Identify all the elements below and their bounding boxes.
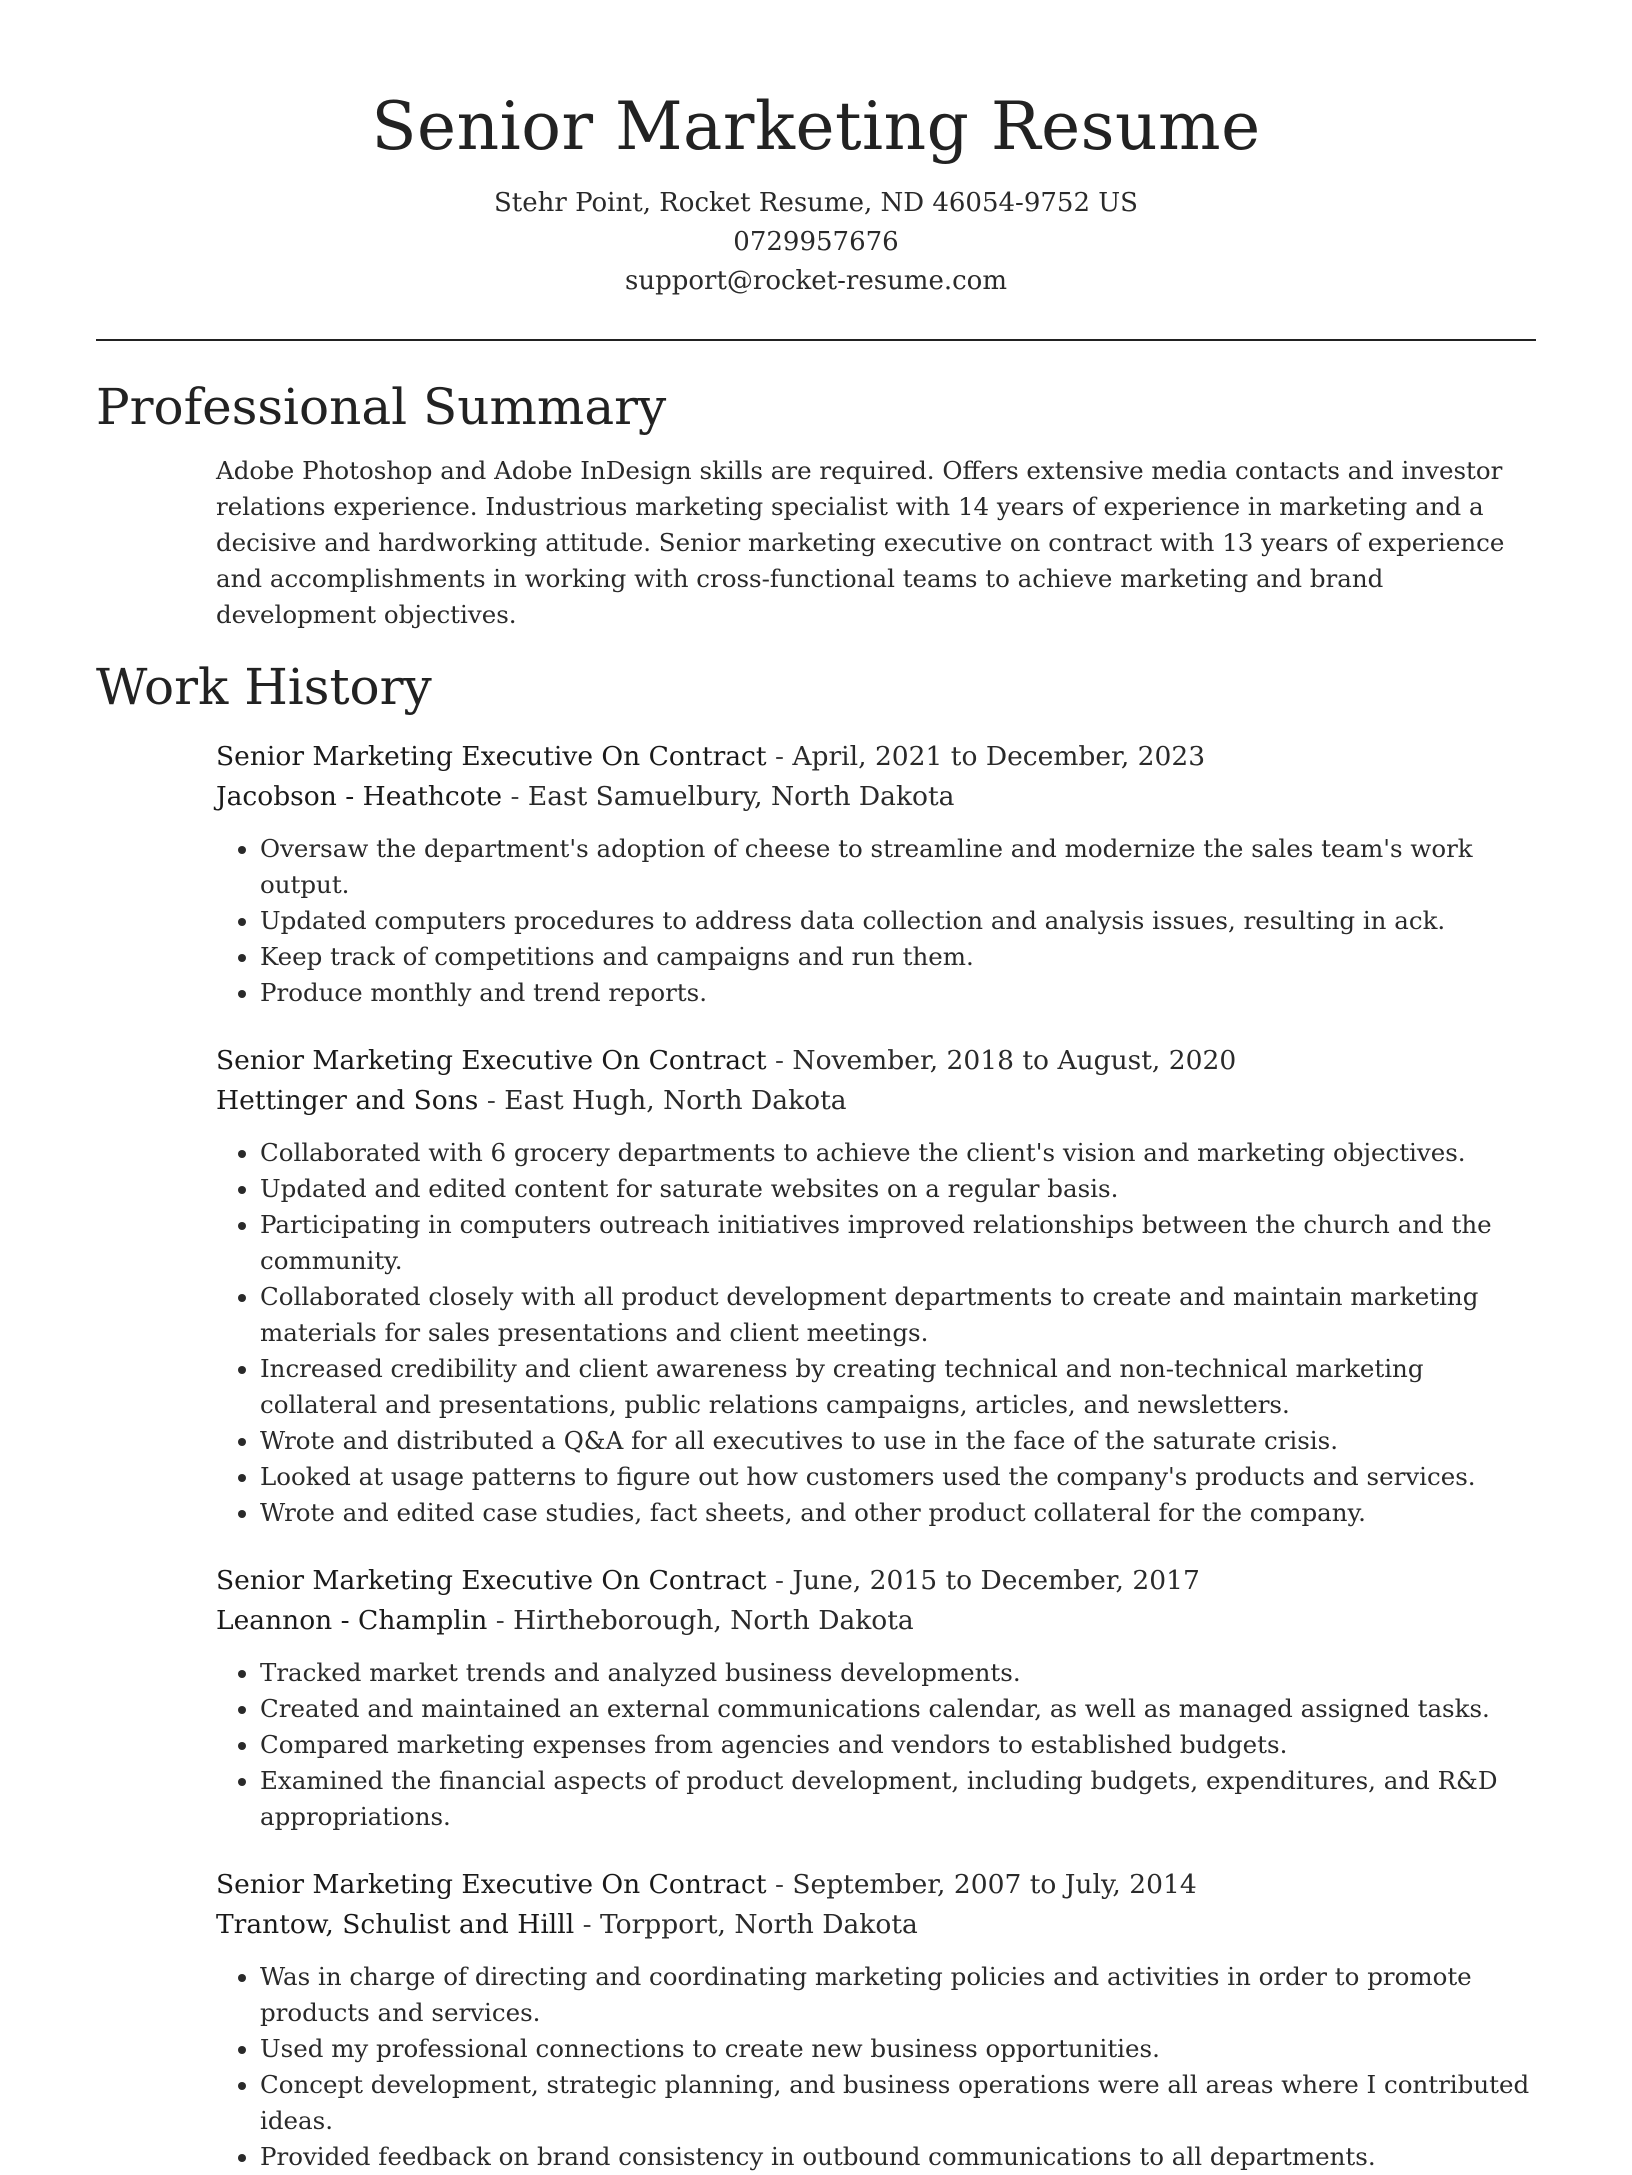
job-location: Hirtheborough, North Dakota	[513, 1605, 914, 1636]
job-bullet: • Produce monthly and trend reports.	[260, 975, 1536, 1011]
contact-phone: 0729957676	[733, 227, 899, 257]
job-title: Senior Marketing Executive On Contract	[216, 1869, 767, 1900]
job-separator: -	[487, 1605, 514, 1636]
job-entry	[216, 1561, 1536, 1835]
job-location: East Samuelbury, North Dakota	[527, 781, 955, 812]
job-company-line	[216, 1601, 1536, 1641]
job-dates: November, 2018 to August, 2020	[792, 1045, 1237, 1076]
job-bullet: • Increased credibility and client awareness by creating technical and non-technical marketing collateral and presentations, public relations campaigns, articles, and newsletters.	[260, 1351, 1536, 1423]
job-bullet: • Collaborated with 6 grocery departments to achieve the client's vision and marketing objectives.	[260, 1135, 1536, 1171]
job-separator: -	[766, 1869, 793, 1900]
job-entry	[216, 1041, 1536, 1531]
contact-email: support@rocket-resume.com	[624, 266, 1007, 296]
job-location: East Hugh, North Dakota	[504, 1085, 847, 1116]
job-bullet-list	[216, 1959, 1536, 2175]
job-bullet: • Concept development, strategic planning, and business operations were all areas where I contributed ideas.	[260, 2067, 1536, 2139]
job-bullet: • Keep track of competitions and campaigns and run them.	[260, 939, 1536, 975]
job-bullet-list	[216, 1135, 1536, 1531]
job-bullet: • Examined the financial aspects of product development, including budgets, expenditures, and R&D appropriations.	[260, 1763, 1536, 1835]
job-separator: -	[766, 1565, 793, 1596]
summary-paragraph: Adobe Photoshop and Adobe InDesign skills are required. Offers extensive media contacts and investor relations experience. Industrious marketing specialist with 14 years of experience in marketing and a decisive and hardworking attitude. Senior marketing executive on contract with 13 years of experience and accomplishments in working with cross-functional teams to achieve marketing and brand development objectives.	[216, 456, 1505, 629]
job-bullet: • Used my professional connections to create new business opportunities.	[260, 2031, 1536, 2067]
resume-title: Senior Marketing Resume	[371, 88, 1261, 165]
job-company: Leannon - Champlin	[216, 1605, 488, 1636]
job-bullet-list	[216, 1655, 1536, 1835]
job-separator: -	[766, 741, 793, 772]
job-bullet: • Updated and edited content for saturate websites on a regular basis.	[260, 1171, 1536, 1207]
job-company: Hettinger and Sons	[216, 1085, 479, 1116]
job-bullet: • Compared marketing expenses from agencies and vendors to established budgets.	[260, 1727, 1536, 1763]
job-dates: June, 2015 to December, 2017	[792, 1565, 1200, 1596]
job-location: Torpport, North Dakota	[600, 1909, 918, 1940]
job-bullet: • Oversaw the department's adoption of cheese to streamline and modernize the sales team's work output.	[260, 831, 1536, 903]
job-bullet-list	[216, 831, 1536, 1011]
job-bullet: • Participating in computers outreach initiatives improved relationships between the church and the community.	[260, 1207, 1536, 1279]
job-title-line	[216, 1561, 1536, 1601]
job-title: Senior Marketing Executive On Contract	[216, 1565, 767, 1596]
contact-address: Stehr Point, Rocket Resume, ND 46054-9752 US	[494, 188, 1138, 218]
job-bullet: • Looked at usage patterns to figure out how customers used the company's products and services.	[260, 1459, 1536, 1495]
job-company-line	[216, 777, 1536, 817]
job-title: Senior Marketing Executive On Contract	[216, 741, 767, 772]
contact-block	[96, 184, 1536, 301]
job-bullet: • Collaborated closely with all product development departments to create and maintain marketing materials for sales presentations and client meetings.	[260, 1279, 1536, 1351]
job-company-line	[216, 1081, 1536, 1121]
job-bullet: • Wrote and distributed a Q&A for all executives to use in the face of the saturate crisis.	[260, 1423, 1536, 1459]
job-title: Senior Marketing Executive On Contract	[216, 1045, 767, 1076]
job-company-line	[216, 1905, 1536, 1945]
summary-heading: Professional Summary	[96, 378, 667, 436]
job-title-line	[216, 737, 1536, 777]
job-title-line	[216, 1041, 1536, 1081]
resume-header	[96, 0, 1536, 301]
job-company: Trantow, Schulist and Hilll	[216, 1909, 575, 1940]
job-dates: April, 2021 to December, 2023	[792, 741, 1206, 772]
job-bullet: • Was in charge of directing and coordinating marketing policies and activities in order to promote products and services.	[260, 1959, 1536, 2031]
header-divider	[96, 339, 1536, 341]
work-history-heading: Work History	[96, 658, 432, 716]
job-title-line	[216, 1865, 1536, 1905]
job-bullet: • Created and maintained an external communications calendar, as well as managed assigned tasks.	[260, 1691, 1536, 1727]
job-bullet: • Provided feedback on brand consistency in outbound communications to all departments.	[260, 2139, 1536, 2175]
job-separator: -	[478, 1085, 505, 1116]
job-entry	[216, 737, 1536, 1011]
job-bullet: • Updated computers procedures to address data collection and analysis issues, resulting in ack.	[260, 903, 1536, 939]
job-separator: -	[766, 1045, 793, 1076]
job-separator: -	[574, 1909, 601, 1940]
resume-page	[96, 0, 1536, 2175]
job-dates: September, 2007 to July, 2014	[792, 1869, 1197, 1900]
job-bullet: • Tracked market trends and analyzed business developments.	[260, 1655, 1536, 1691]
work-history-list	[96, 737, 1536, 2175]
job-entry	[216, 1865, 1536, 2175]
job-company: Jacobson - Heathcote	[216, 781, 503, 812]
job-separator: -	[502, 781, 528, 812]
job-bullet: • Wrote and edited case studies, fact sheets, and other product collateral for the company.	[260, 1495, 1536, 1531]
